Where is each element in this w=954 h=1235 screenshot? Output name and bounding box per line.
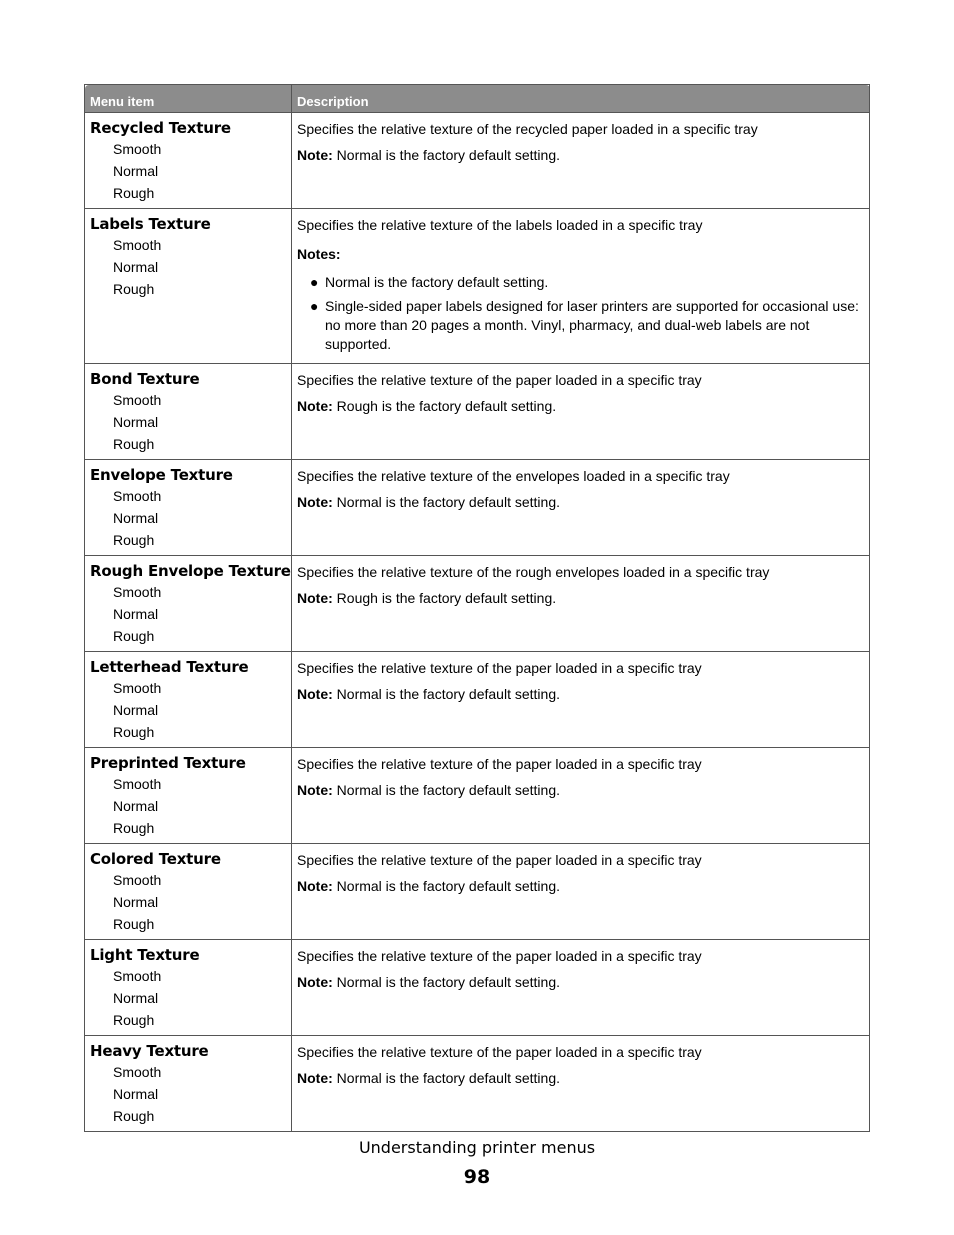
- note-text: Rough is the factory default setting.: [332, 590, 557, 606]
- note: [297, 146, 864, 165]
- menu-option: Rough: [113, 281, 155, 297]
- menu-table: [84, 84, 870, 1132]
- note: [297, 493, 864, 512]
- list-item: [297, 273, 864, 292]
- description-text: Specifies the relative texture of the envelopes loaded in a specific tray: [297, 468, 730, 484]
- menu-option: Rough: [113, 820, 155, 836]
- description-cell: [292, 460, 870, 556]
- menu-option: Rough: [113, 185, 155, 201]
- menu-option: Normal: [113, 163, 159, 179]
- menu-option: Smooth: [113, 776, 162, 792]
- menu-item-cell: [85, 1036, 292, 1132]
- menu-item-title: Bond Texture: [90, 370, 200, 388]
- menu-item-title: Recycled Texture: [90, 119, 231, 137]
- menu-option: Rough: [113, 532, 155, 548]
- notes-list: [297, 273, 864, 354]
- description-text: Specifies the relative texture of the paper loaded in a specific tray: [297, 852, 702, 868]
- description-text: Specifies the relative texture of the recycled paper loaded in a specific tray: [297, 121, 758, 137]
- menu-item-title: Envelope Texture: [90, 466, 233, 484]
- note: [297, 877, 864, 896]
- menu-option: Rough: [113, 1108, 155, 1124]
- menu-item-title: Letterhead Texture: [90, 658, 249, 676]
- note: [297, 1069, 864, 1088]
- menu-option: Normal: [113, 990, 159, 1006]
- menu-option: Smooth: [113, 584, 162, 600]
- menu-option: Smooth: [113, 680, 162, 696]
- menu-item-cell: [85, 113, 292, 209]
- description-cell: [292, 652, 870, 748]
- table-row: [85, 940, 870, 1036]
- note-label: Note:: [297, 1070, 333, 1086]
- header-description: Description: [292, 85, 870, 113]
- description-text: Specifies the relative texture of the rough envelopes loaded in a specific tray: [297, 564, 770, 580]
- menu-item-cell: [85, 652, 292, 748]
- menu-option: Smooth: [113, 141, 162, 157]
- note-text: Rough is the factory default setting.: [332, 398, 557, 414]
- table-row: [85, 1036, 870, 1132]
- description-text: Specifies the relative texture of the paper loaded in a specific tray: [297, 948, 702, 964]
- menu-option: Smooth: [113, 872, 162, 888]
- menu-option: Normal: [113, 510, 159, 526]
- table-row: [85, 556, 870, 652]
- menu-option: Normal: [113, 894, 159, 910]
- note: [297, 589, 864, 608]
- note-label: Note:: [297, 147, 333, 163]
- menu-option: Rough: [113, 436, 155, 452]
- note-label: Note:: [297, 590, 333, 606]
- menu-item-title: Rough Envelope Texture: [90, 562, 291, 580]
- menu-item-cell: [85, 748, 292, 844]
- note-label: Note:: [297, 782, 333, 798]
- note-text: Normal is the factory default setting.: [332, 686, 560, 702]
- description-cell: [292, 940, 870, 1036]
- description-text: Specifies the relative texture of the paper loaded in a specific tray: [297, 1044, 702, 1060]
- note-text: Normal is the factory default setting.: [332, 1070, 560, 1086]
- description-cell: [292, 556, 870, 652]
- menu-option: Smooth: [113, 968, 162, 984]
- note-text: Normal is the factory default setting.: [332, 878, 560, 894]
- menu-item-cell: [85, 556, 292, 652]
- bullet-icon: ●: [310, 274, 319, 290]
- table-row: [85, 748, 870, 844]
- note-text: Normal is the factory default setting.: [332, 782, 560, 798]
- page-number: 98: [463, 1166, 491, 1188]
- bullet-icon: ●: [310, 298, 319, 314]
- table-row: [85, 844, 870, 940]
- menu-option: Smooth: [113, 1064, 162, 1080]
- header-menu-item: Menu item: [85, 85, 292, 113]
- note-text: Normal is the factory default setting.: [332, 147, 560, 163]
- menu-item-cell: [85, 940, 292, 1036]
- footer-section-title: Understanding printer menus: [358, 1138, 596, 1157]
- menu-option: Smooth: [113, 237, 162, 253]
- note-text: Normal is the factory default setting.: [332, 494, 560, 510]
- description-cell: [292, 844, 870, 940]
- description-text: Specifies the relative texture of the labels loaded in a specific tray: [297, 217, 703, 233]
- table-row: [85, 460, 870, 556]
- note: [297, 397, 864, 416]
- menu-item-title: Heavy Texture: [90, 1042, 209, 1060]
- menu-item-cell: [85, 844, 292, 940]
- note-label: Note:: [297, 878, 333, 894]
- menu-option: Normal: [113, 798, 159, 814]
- menu-option: Rough: [113, 628, 155, 644]
- description-cell: [292, 1036, 870, 1132]
- note-text: Single-sided paper labels designed for laser printers are supported for occasional use: no more than 20 pages a month. Vinyl, pharmacy, and dual-web labels are not supported.: [325, 298, 859, 352]
- menu-option: Normal: [113, 1086, 159, 1102]
- menu-option: Rough: [113, 1012, 155, 1028]
- description-text: Specifies the relative texture of the paper loaded in a specific tray: [297, 660, 702, 676]
- note-label: Note:: [297, 974, 333, 990]
- menu-item-title: Colored Texture: [90, 850, 221, 868]
- menu-option: Normal: [113, 702, 159, 718]
- menu-item-title: Light Texture: [90, 946, 200, 964]
- note-label: Note:: [297, 494, 333, 510]
- table-row: [85, 364, 870, 460]
- description-cell: [292, 364, 870, 460]
- table-row: [85, 652, 870, 748]
- menu-item-cell: [85, 364, 292, 460]
- menu-option: Normal: [113, 259, 159, 275]
- menu-item-title: Preprinted Texture: [90, 754, 246, 772]
- note-label: Note:: [297, 686, 333, 702]
- menu-option: Rough: [113, 724, 155, 740]
- menu-option: Normal: [113, 414, 159, 430]
- description-cell: [292, 113, 870, 209]
- note: [297, 781, 864, 800]
- table-header-row: [85, 85, 870, 113]
- note-text: Normal is the factory default setting.: [325, 274, 549, 290]
- menu-item-title: Labels Texture: [90, 215, 211, 233]
- description-cell: [292, 209, 870, 364]
- note: [297, 973, 864, 992]
- table-row: [85, 209, 870, 364]
- menu-option: Smooth: [113, 392, 162, 408]
- menu-item-cell: [85, 460, 292, 556]
- description-text: Specifies the relative texture of the paper loaded in a specific tray: [297, 756, 702, 772]
- list-item: [297, 297, 864, 354]
- menu-item-cell: [85, 209, 292, 364]
- menu-option: Rough: [113, 916, 155, 932]
- note: [297, 685, 864, 704]
- menu-option: Normal: [113, 606, 159, 622]
- note-text: Normal is the factory default setting.: [332, 974, 560, 990]
- description-text: Specifies the relative texture of the paper loaded in a specific tray: [297, 372, 702, 388]
- description-cell: [292, 748, 870, 844]
- note-label: Note:: [297, 398, 333, 414]
- notes-label: Notes:: [297, 246, 341, 262]
- table-row: [85, 113, 870, 209]
- menu-option: Smooth: [113, 488, 162, 504]
